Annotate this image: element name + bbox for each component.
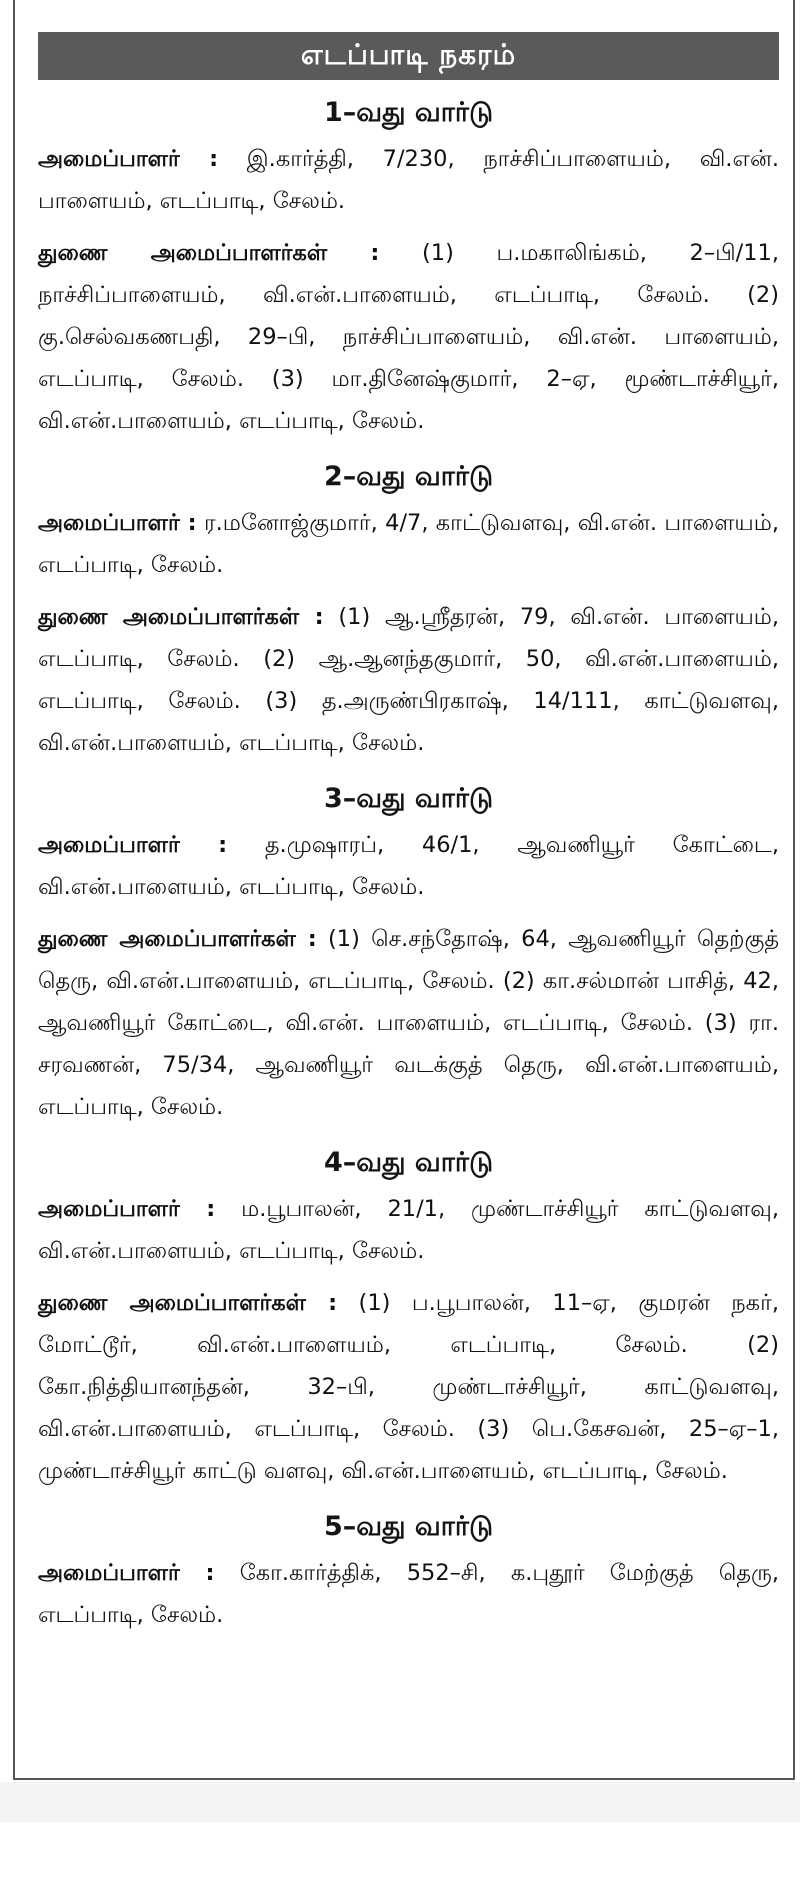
page-bottom-margin <box>0 1782 800 1822</box>
secretary-label: அமைப்பாளர் : <box>38 146 219 172</box>
secretary-label: அமைப்பாளர் : <box>38 510 197 536</box>
secretary-label: அமைப்பாளர் : <box>38 1560 215 1586</box>
secretary-entry <box>38 1552 779 1636</box>
ward-5 <box>38 1502 779 1636</box>
ward-4 <box>38 1138 779 1492</box>
deputies-text: (1) ப.பூபாலன், 11–ஏ, குமரன் நகர், மோட்டூர், வி.என்.பாளையம், எடப்பாடி, சேலம். (2) கோ.நித்தியானந்தன், 32–பி, முண்டாச்சியூர், காட்டுவளவு, வி.என்.பாளையம், எடப்பாடி, சேலம். (3) பெ.கேசவன், 25–ஏ–1, முண்டாச்சியூர் காட்டு வளவு, வி.என்.பாளையம், எடப்பாடி, சேலம். <box>38 1290 779 1484</box>
ward-title: 5–வது வார்டு <box>323 1511 494 1542</box>
section-title: எடப்பாடி நகரம் <box>300 37 517 71</box>
secretary-entry <box>38 502 779 586</box>
secretary-text: த.முஷாரப், 46/1, ஆவணியூர் கோட்டை, வி.என்.பாளையம், எடப்பாடி, சேலம். <box>38 832 779 900</box>
ward-3 <box>38 774 779 1128</box>
ward-1 <box>38 88 779 442</box>
ward-title: 3–வது வார்டு <box>323 783 494 814</box>
ward-2 <box>38 452 779 764</box>
deputies-entry <box>38 918 779 1128</box>
secretary-label: அமைப்பாளர் : <box>38 1196 216 1222</box>
secretary-text: ம.பூபாலன், 21/1, முண்டாச்சியூர் காட்டுவளவு, வி.என்.பாளையம், எடப்பாடி, சேலம். <box>38 1196 779 1264</box>
article-body <box>38 88 779 1646</box>
secretary-entry <box>38 1188 779 1272</box>
deputies-label: துணை அமைப்பாளர்கள் : <box>38 1290 338 1316</box>
secretary-text: இ.கார்த்தி, 7/230, நாச்சிப்பாளையம், வி.என். பாளையம், எடப்பாடி, சேலம். <box>38 146 779 214</box>
deputies-label: துணை அமைப்பாளர்கள் : <box>38 926 317 952</box>
deputies-entry <box>38 1282 779 1492</box>
deputies-entry <box>38 596 779 764</box>
deputies-text: (1) ப.மகாலிங்கம், 2–பி/11, நாச்சிப்பாளையம், வி.என்.பாளையம், எடப்பாடி, சேலம். (2) கு.செல்வகணபதி, 29–பி, நாச்சிப்பாளையம், வி.என். பாளையம், எடப்பாடி, சேலம். (3) மா.தினேஷ்குமார், 2–ஏ, மூண்டாச்சியூர், வி.என்.பாளையம், எடப்பாடி, சேலம். <box>38 240 779 434</box>
secretary-entry <box>38 138 779 222</box>
ward-title: 1–வது வார்டு <box>323 97 494 128</box>
deputies-entry <box>38 232 779 442</box>
secretary-label: அமைப்பாளர் : <box>38 832 228 858</box>
secretary-text: கோ.கார்த்திக், 552–சி, க.புதூர் மேற்குத் தெரு, எடப்பாடி, சேலம். <box>38 1560 779 1628</box>
ward-title: 2–வது வார்டு <box>323 461 494 492</box>
section-banner <box>38 32 779 80</box>
secretary-text: ர.மனோஜ்குமார், 4/7, காட்டுவளவு, வி.என். பாளையம், எடப்பாடி, சேலம். <box>38 510 779 578</box>
ward-title: 4–வது வார்டு <box>323 1147 494 1178</box>
deputies-label: துணை அமைப்பாளர்கள் : <box>38 240 380 266</box>
deputies-text: (1) ஆ.ஸ்ரீதரன், 79, வி.என். பாளையம், எடப்பாடி, சேலம். (2) ஆ.ஆனந்தகுமார், 50, வி.என்.பாளையம், எடப்பாடி, சேலம். (3) த.அருண்பிரகாஷ், 14/111, காட்டுவளவு, வி.என்.பாளையம், எடப்பாடி, சேலம். <box>38 604 780 756</box>
deputies-label: துணை அமைப்பாளர்கள் : <box>38 604 324 630</box>
deputies-text: (1) செ.சந்தோஷ், 64, ஆவணியூர் தெற்குத் தெரு, வி.என்.பாளையம், எடப்பாடி, சேலம். (2) கா.சல்மான் பாசித், 42, ஆவணியூர் கோட்டை, வி.என். பாளையம், எடப்பாடி, சேலம். (3) ரா. சரவணன், 75/34, ஆவணியூர் வடக்குத் தெரு, வி.என்.பாளையம், எடப்பாடி, சேலம். <box>38 926 779 1120</box>
secretary-entry <box>38 824 779 908</box>
